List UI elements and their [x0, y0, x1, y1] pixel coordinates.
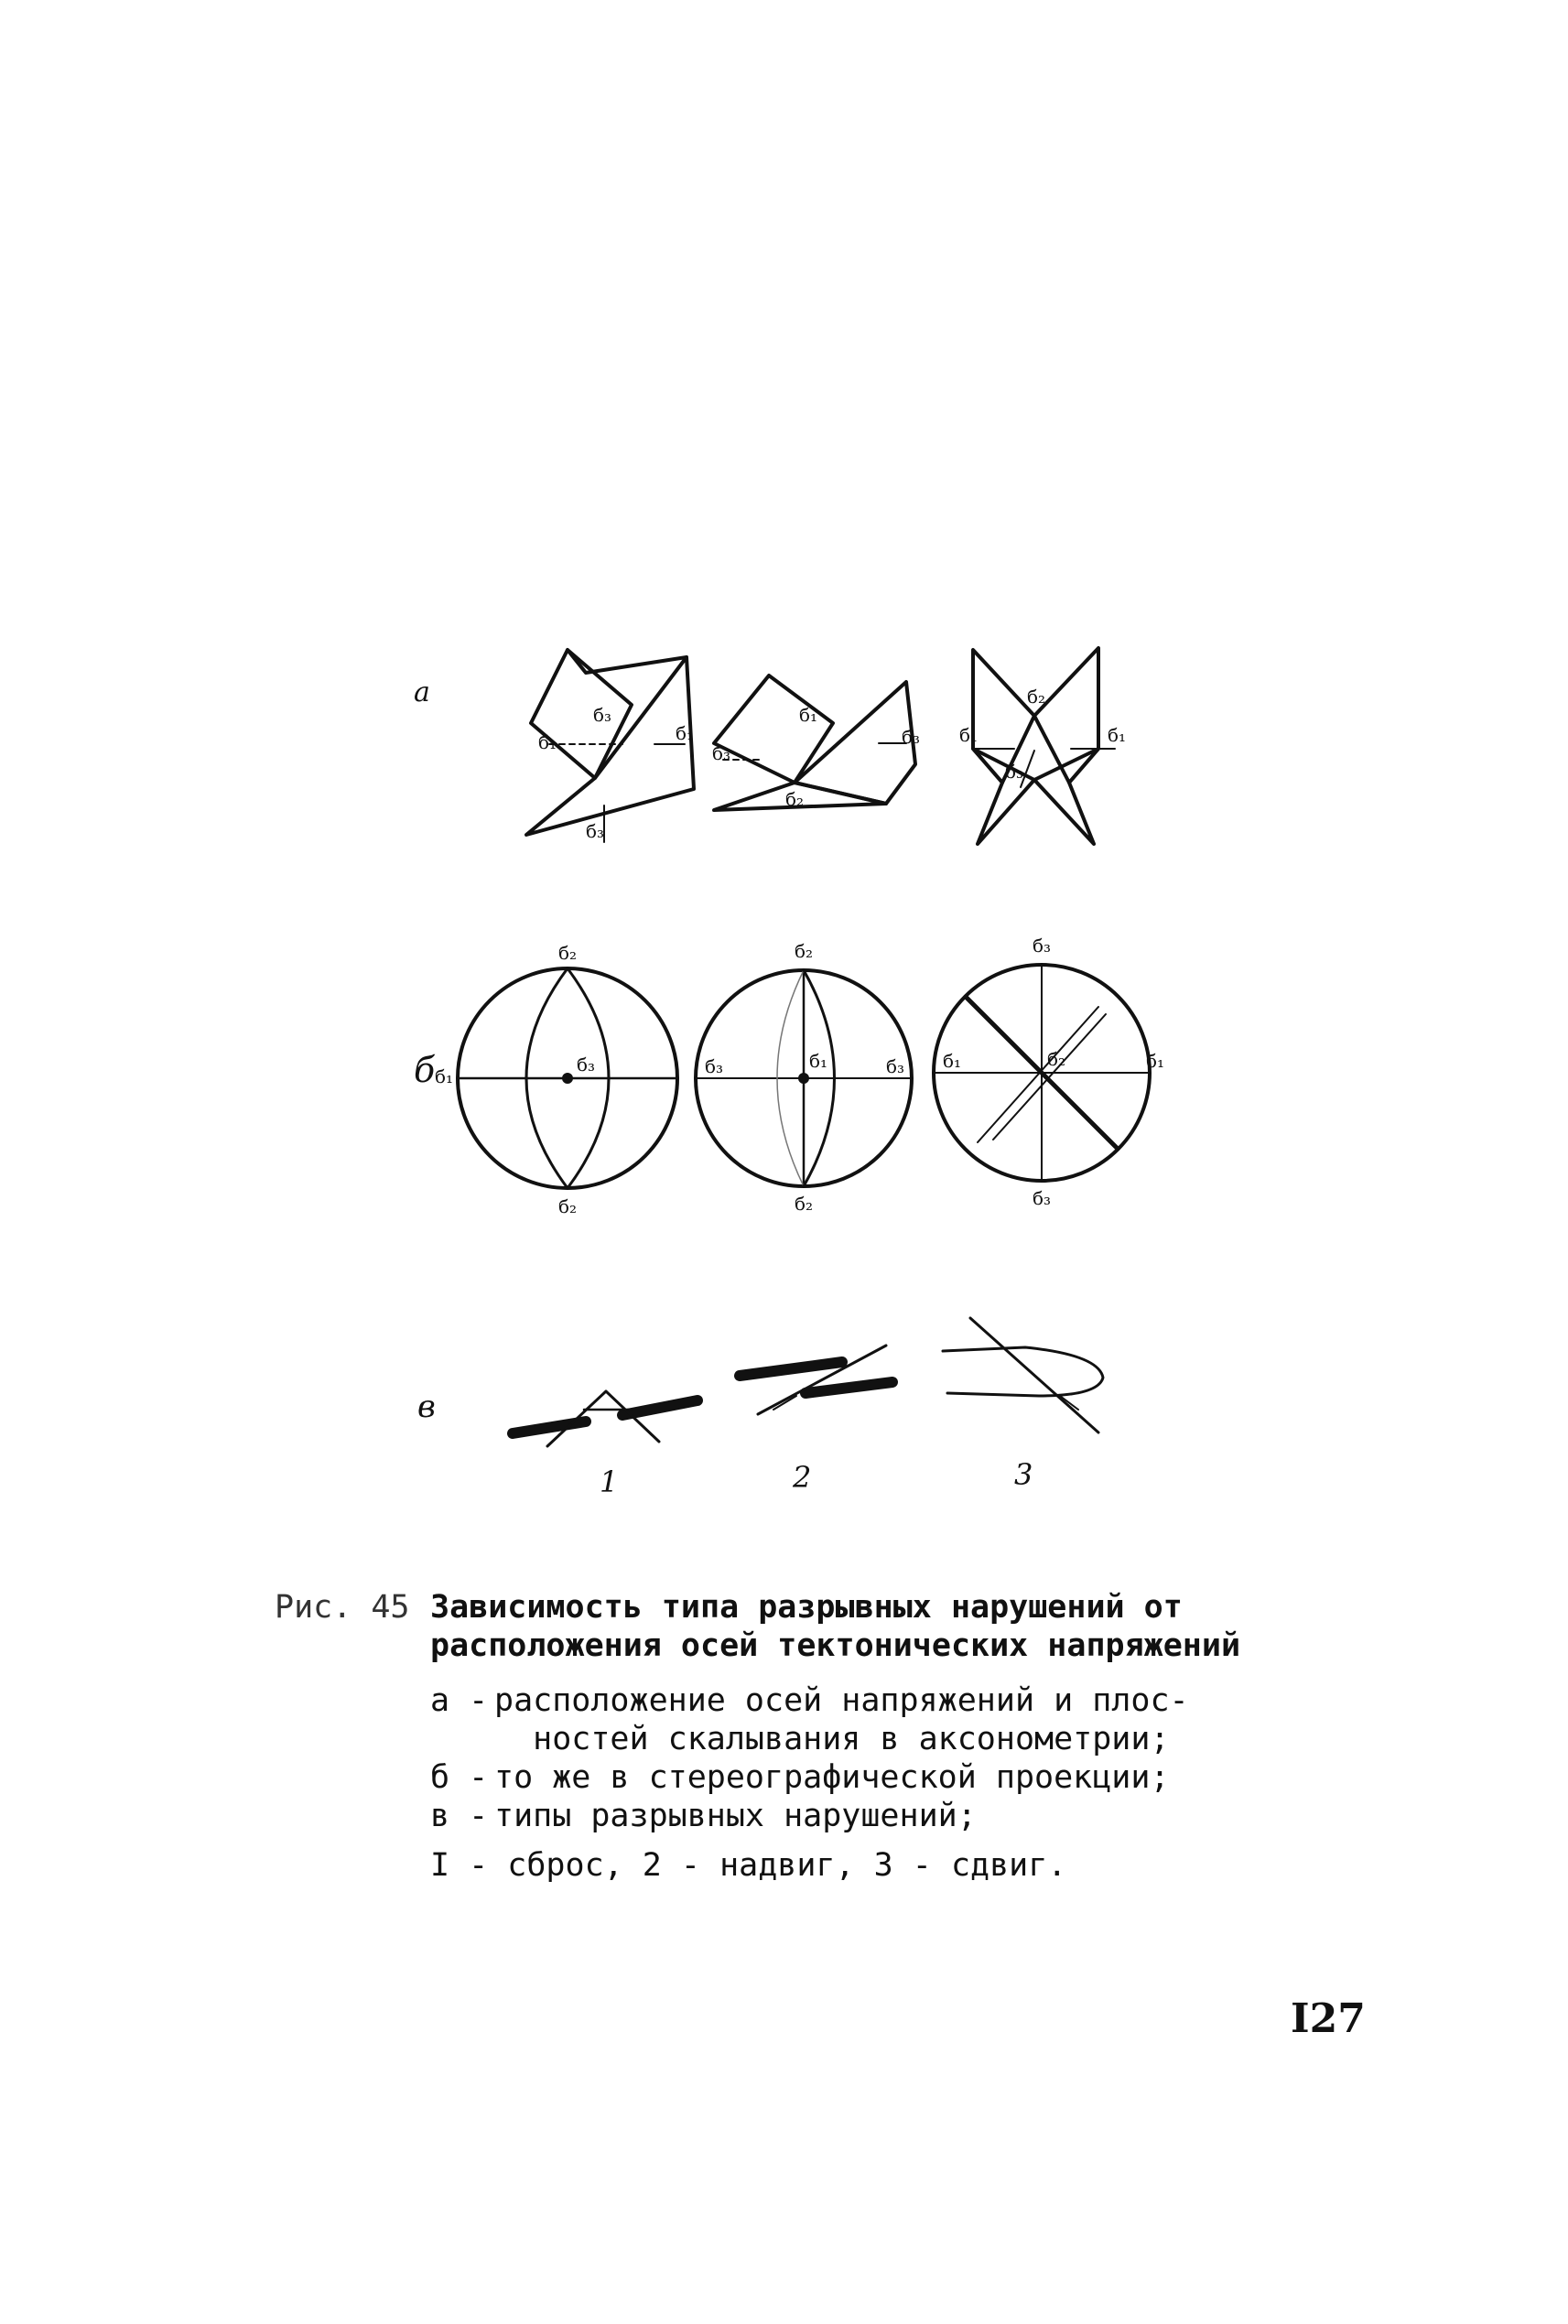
- axis-label: б₁: [435, 1065, 454, 1087]
- caption-item-key: в -: [430, 1798, 489, 1834]
- axis-label: б₁: [809, 1050, 828, 1072]
- caption-item-key: а -: [430, 1682, 489, 1719]
- axis-label: б₁: [676, 722, 695, 744]
- caption-items: [430, 1681, 1336, 1835]
- axis-label: б₃: [886, 1055, 905, 1077]
- axonometry-left: [526, 650, 694, 842]
- panel-label-a: а: [414, 676, 430, 708]
- caption-title: [430, 1588, 1336, 1665]
- axis-label: б₁: [943, 1050, 962, 1072]
- fault-shape: [568, 650, 687, 673]
- fault-number-3: 3: [1014, 1457, 1033, 1492]
- axis-label: б₃: [1033, 1187, 1052, 1209]
- axis-label: б₂: [558, 942, 578, 964]
- axis-label: б₂: [785, 788, 805, 810]
- axis-label: б₂: [1027, 686, 1046, 708]
- caption-item-key: б -: [430, 1759, 489, 1796]
- stratum: [740, 1362, 842, 1376]
- caption-item: [430, 1720, 1336, 1758]
- caption-item-key: [430, 1720, 494, 1758]
- fault-type-3: [943, 1318, 1103, 1432]
- axis-label: б₁: [538, 731, 557, 753]
- panel-label-b: б: [414, 1050, 436, 1090]
- caption-item-text: типы разрывных нарушений;: [494, 1798, 977, 1834]
- axonometry-middle: [712, 676, 920, 810]
- caption-title-line: Зависимость типа разрывных нарушений от: [430, 1589, 1183, 1626]
- fault-type-1: [513, 1391, 697, 1446]
- axis-label: б₁: [1146, 1050, 1165, 1072]
- axis-label: б₃: [712, 742, 731, 764]
- pole: [800, 1075, 807, 1082]
- axis-label: б₃: [593, 704, 612, 726]
- fault-type-2: [740, 1346, 892, 1414]
- figure-caption: [275, 1588, 1336, 1885]
- caption-item-text: то же в стереографической проекции;: [494, 1759, 1170, 1796]
- stratum: [622, 1400, 697, 1415]
- axis-label: б₂: [1047, 1048, 1066, 1070]
- caption-item: [430, 1681, 1336, 1720]
- axis-label: б₂: [558, 1195, 578, 1217]
- shear-plane: [714, 676, 833, 783]
- caption-item-text: расположение осей напряжений и плос-: [494, 1682, 1189, 1719]
- axonometry-right: [959, 648, 1126, 844]
- page-number: I27: [1291, 1995, 1366, 2042]
- axis-label: б₃: [1005, 761, 1024, 783]
- panel-label-v: в: [417, 1389, 436, 1425]
- fault-shape: [547, 1391, 659, 1446]
- axis-label: б₃: [902, 726, 921, 748]
- stereonet-middle: [696, 940, 912, 1215]
- axis-label: б₂: [795, 940, 814, 962]
- caption-title-line: расположения осей тектонических напряжений: [430, 1627, 1241, 1664]
- caption-item: [430, 1758, 1336, 1797]
- pole: [564, 1075, 571, 1082]
- axis-label: б₂: [795, 1193, 814, 1215]
- axis-label: б₃: [705, 1055, 724, 1077]
- shear-plane: [973, 749, 1034, 844]
- stratum: [513, 1421, 586, 1433]
- stereonet-right: [934, 935, 1164, 1209]
- caption-item-text: ностей скалывания в аксонометрии;: [494, 1721, 1170, 1757]
- slip-arrow: [641, 1424, 652, 1435]
- fault-number-1: 1: [600, 1465, 619, 1499]
- caption-legend: I - сброс, 2 - надвиг, 3 - сдвиг.: [430, 1847, 1067, 1884]
- axis-label: б₁: [959, 724, 979, 746]
- axis-label: б₁: [1108, 724, 1127, 746]
- axis-label: б₃: [1033, 935, 1052, 957]
- axis-label: б₃: [577, 1054, 596, 1076]
- axis-label: б₁: [799, 704, 818, 726]
- stratum: [943, 1347, 1103, 1396]
- stratum: [806, 1382, 892, 1393]
- stereonet-left: [435, 942, 677, 1217]
- figure-number: Рис. 45: [275, 1589, 410, 1626]
- caption-item: [430, 1797, 1336, 1835]
- fault-shape: [970, 1318, 1098, 1432]
- shear-plane: [1034, 749, 1098, 844]
- fault-number-2: 2: [793, 1460, 812, 1495]
- axis-label: б₃: [586, 820, 605, 842]
